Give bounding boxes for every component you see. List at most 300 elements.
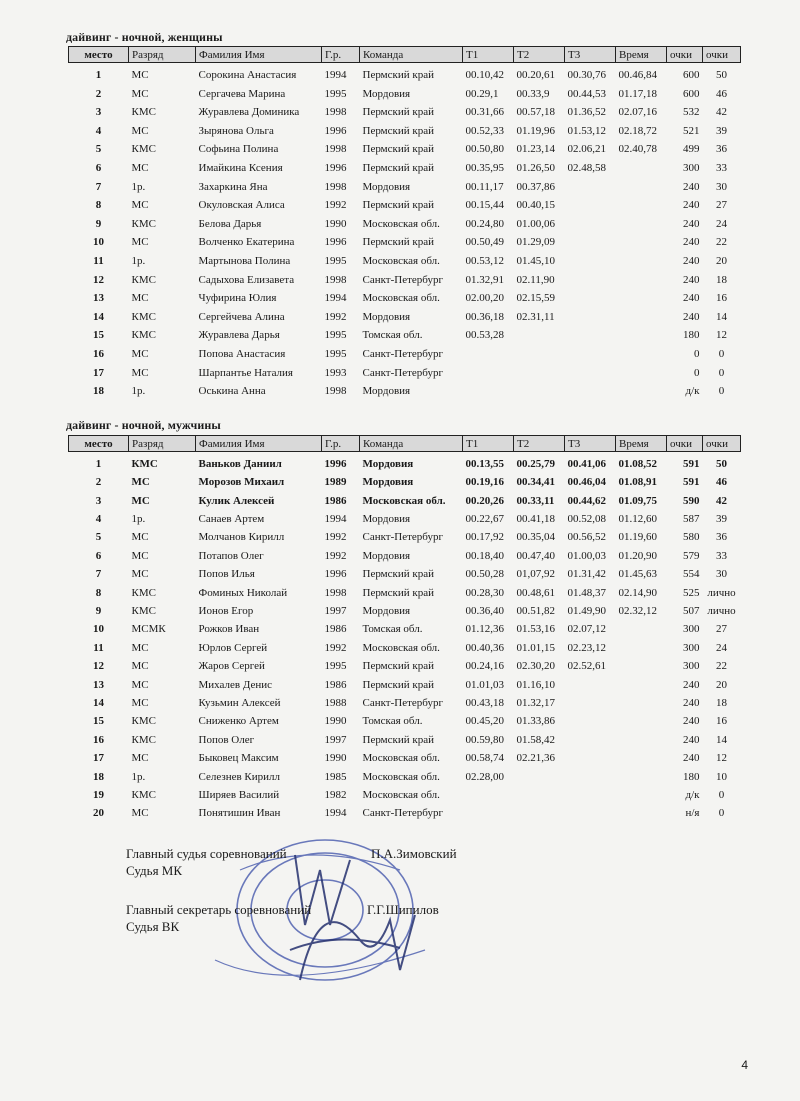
cell-name: Рожков Иван <box>198 623 260 636</box>
header-place: место <box>69 47 129 63</box>
cell-time: 02.18,72 <box>618 124 657 137</box>
cell-t2 <box>514 360 565 379</box>
cell-time <box>616 727 667 745</box>
cell-birth-year: 1988 <box>324 696 347 709</box>
cell-time <box>616 379 667 398</box>
cell-name: Фоминых Николай <box>198 586 288 599</box>
cell-team: Пермский край <box>362 660 434 673</box>
cell-place: 5 <box>95 143 102 156</box>
cell-place: 20 <box>93 807 104 820</box>
cell-rank: КМС <box>131 457 158 470</box>
cell-time <box>616 783 667 801</box>
cell-points-team: 0 <box>718 807 725 820</box>
cell-time <box>616 764 667 782</box>
cell-points-team: 24 <box>716 641 727 654</box>
cell-points: 591 <box>683 476 700 489</box>
cell-t2: 00.35,04 <box>516 531 555 544</box>
cell-t3: 01.31,42 <box>567 568 606 581</box>
cell-t2: 02.15,59 <box>516 292 555 305</box>
cell-name: Сергачева Марина <box>198 87 286 100</box>
cell-name: Санаев Артем <box>198 513 265 526</box>
cell-t3 <box>565 304 616 323</box>
cell-points-team: 0 <box>718 788 725 801</box>
cell-points: 580 <box>683 531 700 544</box>
cell-t2: 00.34,41 <box>516 476 555 489</box>
cell-points-team: 39 <box>716 124 727 137</box>
cell-time <box>616 801 667 819</box>
cell-birth-year: 1994 <box>324 292 347 305</box>
women-results-table <box>68 46 741 397</box>
table-row <box>69 360 741 379</box>
cell-t1: 00.24,16 <box>465 660 504 673</box>
table-row <box>69 709 741 727</box>
cell-place: 4 <box>95 124 102 137</box>
cell-rank: КМС <box>131 217 156 230</box>
cell-points: 590 <box>683 494 700 507</box>
cell-t2: 02.30,20 <box>516 660 555 673</box>
cell-place: 19 <box>93 788 104 801</box>
cell-name: Сергейчева Алина <box>198 310 285 323</box>
cell-birth-year: 1992 <box>324 531 347 544</box>
cell-t1: 00.10,42 <box>465 69 504 82</box>
cell-team: Томская обл. <box>362 715 423 728</box>
cell-team: Московская обл. <box>362 255 440 268</box>
cell-points: 587 <box>683 513 700 526</box>
cell-time: 01.17,18 <box>618 87 657 100</box>
cell-name: Белова Дарья <box>198 217 262 230</box>
cell-birth-year: 1996 <box>324 124 347 137</box>
cell-place: 3 <box>95 494 102 507</box>
cell-rank: МС <box>131 752 149 765</box>
cell-t1 <box>463 801 514 819</box>
cell-t1: 00.50,80 <box>465 143 504 156</box>
cell-time: 01.20,90 <box>618 549 657 562</box>
cell-t2: 01.53,16 <box>516 623 555 636</box>
cell-points: 240 <box>683 199 700 212</box>
cell-team: Санкт-Петербург <box>362 366 443 379</box>
cell-team: Санкт-Петербург <box>362 348 443 360</box>
men-section-title: дайвинг - ночной, мужчины <box>66 418 221 432</box>
cell-points-team: 16 <box>716 715 727 728</box>
cell-time: 02.14,90 <box>618 586 657 599</box>
cell-points: 240 <box>683 292 700 305</box>
cell-points: 180 <box>683 770 700 783</box>
cell-points: 180 <box>683 329 700 342</box>
cell-team: Томская обл. <box>362 329 423 342</box>
cell-time: 02.40,78 <box>618 143 657 156</box>
cell-t3: 01.49,90 <box>567 605 606 618</box>
cell-points-team: 30 <box>716 180 727 193</box>
cell-t1 <box>463 379 514 398</box>
cell-name: Юрлов Сергей <box>198 641 268 654</box>
cell-team: Пермский край <box>362 236 434 249</box>
cell-name: Зырянова Ольга <box>198 124 274 137</box>
cell-place: 14 <box>93 696 104 709</box>
cell-place: 5 <box>95 531 102 544</box>
cell-points: 300 <box>683 623 700 636</box>
cell-place: 7 <box>95 568 102 581</box>
cell-t2 <box>514 341 565 360</box>
cell-rank: МС <box>131 366 149 379</box>
cell-birth-year: 1985 <box>324 770 347 783</box>
cell-rank: 1р. <box>131 513 146 526</box>
cell-t3: 00.30,76 <box>567 69 606 82</box>
cell-points: 507 <box>683 605 700 618</box>
chief-secretary-name: Г.Г.Шипилов <box>367 902 439 917</box>
table-row <box>69 248 741 267</box>
cell-t1: 00.52,33 <box>465 124 504 137</box>
cell-t1: 00.35,95 <box>465 162 504 175</box>
cell-birth-year: 1990 <box>324 715 347 728</box>
cell-t3 <box>565 211 616 230</box>
cell-t2: 01.32,17 <box>516 696 555 709</box>
cell-t2: 00.25,79 <box>516 457 555 470</box>
cell-points-team: 39 <box>716 513 727 526</box>
cell-t2: 01.45,10 <box>516 255 555 268</box>
cell-t1: 00.58,74 <box>465 752 504 765</box>
cell-name: Волченко Екатерина <box>198 236 295 249</box>
cell-time <box>616 286 667 305</box>
cell-points-team: 33 <box>716 549 727 562</box>
cell-t2: 01.01,15 <box>516 641 555 654</box>
cell-time <box>616 691 667 709</box>
table-row <box>69 654 741 672</box>
cell-birth-year: 1996 <box>324 568 347 581</box>
cell-points-team: 0 <box>718 385 725 398</box>
cell-points-team: 12 <box>716 329 727 342</box>
cell-time: 02.32,12 <box>618 605 657 618</box>
cell-t1: 00.31,66 <box>465 106 504 119</box>
cell-name: Захаркина Яна <box>198 180 268 193</box>
cell-points: 499 <box>683 143 700 156</box>
cell-place: 17 <box>93 366 104 379</box>
cell-t3: 01.53,12 <box>567 124 606 137</box>
header-t3: T3 <box>565 436 616 452</box>
cell-t3 <box>565 379 616 398</box>
header-team: Команда <box>360 436 463 452</box>
cell-place: 2 <box>95 87 102 100</box>
cell-birth-year: 1996 <box>324 162 347 175</box>
table-row <box>69 267 741 286</box>
cell-points: 240 <box>683 715 700 728</box>
cell-t1: 00.17,92 <box>465 531 504 544</box>
table-row <box>69 727 741 745</box>
cell-t1: 00.36,18 <box>465 310 504 323</box>
cell-birth-year: 1998 <box>324 273 347 286</box>
cell-name: Журавлева Дарья <box>198 329 280 342</box>
table-row <box>69 286 741 305</box>
cell-t3: 02.06,21 <box>567 143 606 156</box>
cell-t3: 00.56,52 <box>567 531 606 544</box>
cell-team: Пермский край <box>362 69 434 82</box>
cell-t2: 00.40,15 <box>516 199 555 212</box>
cell-name: Кузьмин Алексей <box>198 696 281 709</box>
cell-t1: 02.00,20 <box>465 292 504 305</box>
cell-points: 240 <box>683 180 700 193</box>
cell-team: Пермский край <box>362 586 434 599</box>
cell-points: 600 <box>683 69 700 82</box>
cell-t1: 00.36,40 <box>465 605 504 618</box>
table-row <box>69 543 741 561</box>
cell-rank: МС <box>131 807 149 820</box>
cell-t2: 00.37,86 <box>516 180 555 193</box>
cell-t3 <box>565 193 616 212</box>
cell-t2: 01,07,92 <box>516 568 555 581</box>
cell-t3 <box>565 267 616 286</box>
cell-t1: 01.32,91 <box>465 273 504 286</box>
cell-name: Селезнев Кирилл <box>198 770 281 783</box>
cell-t1: 00.18,40 <box>465 549 504 562</box>
cell-birth-year: 1995 <box>324 329 347 342</box>
cell-name: Сниженко Артем <box>198 715 279 728</box>
cell-time <box>616 672 667 690</box>
table-row <box>69 562 741 580</box>
cell-team: Московская обл. <box>362 217 440 230</box>
cell-time <box>616 635 667 653</box>
cell-team: Пермский край <box>362 568 434 581</box>
header-t1: T1 <box>463 47 514 63</box>
cell-team: Мордовия <box>362 605 411 618</box>
cell-t2 <box>514 323 565 342</box>
cell-name: Попов Илья <box>198 568 255 581</box>
cell-team: Пермский край <box>362 143 434 156</box>
cell-birth-year: 1997 <box>324 733 347 746</box>
cell-name: Журавлева Доминика <box>198 106 300 119</box>
cell-place: 6 <box>95 162 102 175</box>
cell-points-team: 42 <box>716 494 727 507</box>
cell-t2 <box>514 801 565 819</box>
cell-team: Московская обл. <box>362 770 440 783</box>
cell-t2: 01.16,10 <box>516 678 555 691</box>
cell-points-team: 10 <box>716 770 727 783</box>
cell-t1: 00.40,36 <box>465 641 504 654</box>
cell-points-team: 33 <box>716 162 727 175</box>
table-row <box>69 617 741 635</box>
women-section-title: дайвинг - ночной, женщины <box>66 30 223 44</box>
cell-rank: МС <box>131 87 149 100</box>
cell-points: 240 <box>683 696 700 709</box>
cell-birth-year: 1990 <box>324 752 347 765</box>
table-header-row <box>69 47 741 63</box>
cell-team: Мордовия <box>362 513 411 526</box>
cell-points: 240 <box>683 217 700 230</box>
cell-points: 0 <box>694 348 700 360</box>
cell-t3: 00.44,53 <box>567 87 606 100</box>
cell-points-team: 0 <box>718 348 725 360</box>
cell-team: Мордовия <box>362 87 411 100</box>
cell-t3 <box>565 174 616 193</box>
cell-place: 6 <box>95 549 102 562</box>
cell-team: Санкт-Петербург <box>362 807 443 820</box>
cell-t2: 00.57,18 <box>516 106 555 119</box>
men-results-table <box>68 435 741 819</box>
cell-rank: 1р. <box>131 180 146 193</box>
cell-points-team: 46 <box>716 87 727 100</box>
table-row <box>69 488 741 506</box>
cell-name: Жаров Сергей <box>198 660 265 673</box>
header-time: Время <box>616 436 667 452</box>
cell-points: 240 <box>683 310 700 323</box>
cell-points-team: 42 <box>716 106 727 119</box>
cell-t1: 02.28,00 <box>465 770 504 783</box>
cell-team: Мордовия <box>362 385 411 398</box>
cell-points: 554 <box>683 568 700 581</box>
header-t1: T1 <box>463 436 514 452</box>
cell-t2: 01.26,50 <box>516 162 555 175</box>
cell-rank: КМС <box>131 733 156 746</box>
cell-team: Мордовия <box>362 180 411 193</box>
cell-points-team: 27 <box>716 623 727 636</box>
cell-t1: 00.29,1 <box>465 87 499 100</box>
cell-rank: МС <box>131 69 149 82</box>
table-row <box>69 174 741 193</box>
cell-points-team: 20 <box>716 678 727 691</box>
cell-team: Томская обл. <box>362 623 423 636</box>
table-row <box>69 323 741 342</box>
cell-time <box>616 746 667 764</box>
cell-points: д/к <box>685 788 700 801</box>
cell-place: 8 <box>95 586 102 599</box>
cell-team: Пермский край <box>362 162 434 175</box>
cell-points-team: 20 <box>716 255 727 268</box>
cell-team: Мордовия <box>362 549 411 562</box>
cell-place: 13 <box>93 292 104 305</box>
cell-rank: МСМК <box>131 623 166 636</box>
cell-t1: 00.59,80 <box>465 733 504 746</box>
cell-t3 <box>565 801 616 819</box>
cell-team: Санкт-Петербург <box>362 531 443 544</box>
cell-rank: КМС <box>131 329 156 342</box>
cell-t2: 01.29,09 <box>516 236 555 249</box>
cell-t3 <box>565 360 616 379</box>
header-rank: Разряд <box>129 436 196 452</box>
cell-rank: МС <box>131 660 149 673</box>
cell-points: 240 <box>683 678 700 691</box>
cell-birth-year: 1994 <box>324 69 347 82</box>
cell-points: 579 <box>683 549 700 562</box>
cell-time <box>616 304 667 323</box>
header-name: Фамилия Имя <box>196 47 322 63</box>
cell-place: 2 <box>95 476 102 489</box>
cell-t3: 00.41,06 <box>567 457 606 470</box>
cell-t2: 01.19,96 <box>516 124 555 137</box>
cell-t2: 00.33,9 <box>516 87 550 100</box>
cell-t3 <box>565 727 616 745</box>
cell-points-team: 27 <box>716 199 727 212</box>
cell-place: 9 <box>95 217 102 230</box>
cell-t1: 00.19,16 <box>465 476 504 489</box>
table-row <box>69 599 741 617</box>
header-points-team: очки <box>703 47 741 63</box>
cell-place: 4 <box>95 513 102 526</box>
cell-t1: 00.24,80 <box>465 217 504 230</box>
cell-place: 10 <box>93 623 104 636</box>
cell-t2: 01.00,06 <box>516 217 555 230</box>
cell-birth-year: 1992 <box>324 199 347 212</box>
cell-t1: 00.13,55 <box>465 457 504 470</box>
chief-secretary-category: Судья ВК <box>126 919 180 934</box>
cell-name: Софьина Полина <box>198 143 279 156</box>
cell-rank: МС <box>131 696 149 709</box>
cell-rank: МС <box>131 236 149 249</box>
cell-t2: 00.41,18 <box>516 513 555 526</box>
table-row <box>69 63 741 82</box>
cell-rank: КМС <box>131 143 156 156</box>
cell-time: 01.19,60 <box>618 531 657 544</box>
cell-birth-year: 1993 <box>324 366 347 379</box>
cell-birth-year: 1994 <box>324 513 347 526</box>
header-points: очки <box>667 436 703 452</box>
cell-t3 <box>565 709 616 727</box>
cell-points-team: лично <box>707 605 736 618</box>
cell-team: Пермский край <box>362 124 434 137</box>
cell-t1 <box>463 360 514 379</box>
cell-time: 02.07,16 <box>618 106 657 119</box>
table-row <box>69 691 741 709</box>
cell-t2: 00.51,82 <box>516 605 555 618</box>
cell-team: Мордовия <box>362 457 414 470</box>
cell-name: Садыхова Елизавета <box>198 273 295 286</box>
cell-t1: 00.20,26 <box>465 494 504 507</box>
cell-t2: 02.31,11 <box>516 310 555 323</box>
men-table-body <box>69 452 741 820</box>
chief-judge-name: П.А.Зимовский <box>371 846 457 861</box>
cell-t2: 00.20,61 <box>516 69 555 82</box>
cell-rank: 1р. <box>131 770 146 783</box>
header-points-team: очки <box>703 436 741 452</box>
cell-rank: КМС <box>131 586 156 599</box>
cell-t3: 01.36,52 <box>567 106 606 119</box>
header-time: Время <box>616 47 667 63</box>
cell-t2: 01.23,14 <box>516 143 555 156</box>
cell-team: Мордовия <box>362 310 411 323</box>
cell-place: 12 <box>93 273 104 286</box>
table-row <box>69 507 741 525</box>
page-number: 4 <box>741 1058 748 1072</box>
cell-name: Понятишин Иван <box>198 807 281 820</box>
cell-team: Пермский край <box>362 733 434 746</box>
cell-time <box>616 341 667 360</box>
cell-t3 <box>565 341 616 360</box>
cell-points: 525 <box>683 586 700 599</box>
cell-t2: 00.33,11 <box>516 494 555 507</box>
cell-t1: 00.45,20 <box>465 715 504 728</box>
cell-birth-year: 1992 <box>324 549 347 562</box>
cell-birth-year: 1996 <box>324 236 347 249</box>
cell-points-team: 12 <box>716 752 727 765</box>
table-row <box>69 137 741 156</box>
cell-name: Ширяев Василий <box>198 788 280 801</box>
table-row <box>69 801 741 819</box>
cell-t1: 00.50,49 <box>465 236 504 249</box>
cell-t3: 02.07,12 <box>567 623 606 636</box>
cell-name: Попов Олег <box>198 733 255 746</box>
cell-t3: 00.44,62 <box>567 494 606 507</box>
cell-points: 240 <box>683 273 700 286</box>
cell-points: 240 <box>683 255 700 268</box>
cell-t1: 00.53,28 <box>465 329 504 342</box>
cell-t3: 01.00,03 <box>567 549 606 562</box>
cell-t2: 00.48,61 <box>516 586 555 599</box>
cell-place: 1 <box>95 69 102 82</box>
header-rank: Разряд <box>129 47 196 63</box>
cell-points-team: 30 <box>716 568 727 581</box>
cell-rank: МС <box>131 568 149 581</box>
cell-name: Молчанов Кирилл <box>198 531 285 544</box>
cell-t1: 00.15,44 <box>465 199 504 212</box>
cell-name: Ваньков Даниил <box>198 457 282 470</box>
cell-name: Имайкина Ксения <box>198 162 283 175</box>
